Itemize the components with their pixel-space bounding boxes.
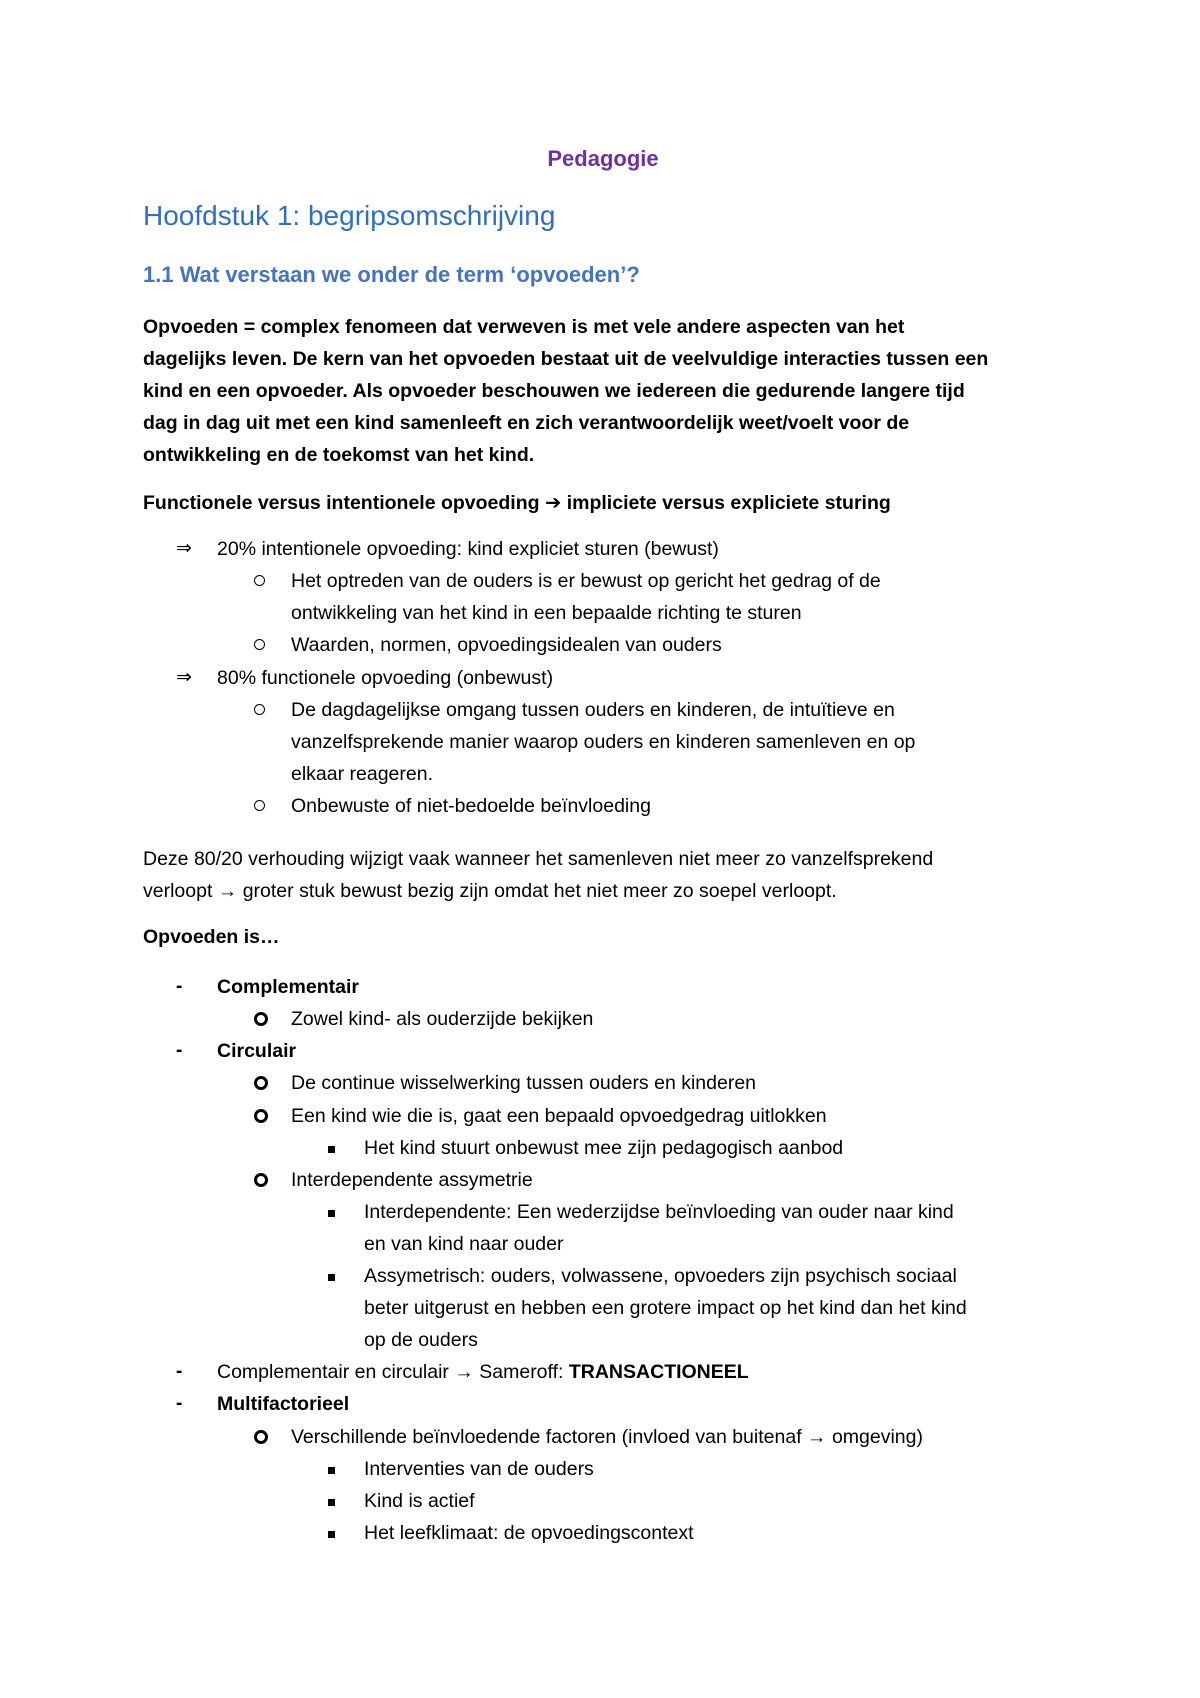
transactioneel-term: TRANSACTIONEEL	[568, 1361, 749, 1383]
list-item: Verschillende beïnvloedende factoren (invloed van buitenaf → omgeving)	[291, 1426, 923, 1448]
dash-bullet: -	[176, 1361, 183, 1382]
dash-bullet: -	[176, 1040, 183, 1061]
square-bullet-icon	[328, 1196, 335, 1228]
dash-bullet: -	[176, 976, 183, 997]
dash-bullet: -	[176, 1393, 183, 1414]
list-item	[217, 1356, 749, 1388]
ratio-line: Deze 80/20 verhouding wijzigt vaak wanneer het samenleven niet meer zo vanzelfsprekend	[143, 848, 934, 870]
double-arrow-icon: ⇒	[176, 667, 192, 688]
square-bullet-icon	[328, 1132, 335, 1164]
section-heading: 1.1 Wat verstaan we onder de term ‘opvoeden’?	[143, 262, 640, 287]
circle-bullet-icon	[254, 1100, 268, 1132]
circle-bullet-icon	[254, 694, 265, 726]
square-bullet-icon	[328, 1485, 335, 1517]
circle-bullet-icon	[254, 629, 265, 661]
opvoeden-is-heading: Opvoeden is…	[143, 926, 280, 948]
functional-heading: Functionele versus intentionele opvoeding ➔ impliciete versus expliciete sturing	[143, 492, 891, 514]
list-item: Een kind wie die is, gaat een bepaald opvoedgedrag uitlokken	[291, 1105, 827, 1127]
circle-bullet-icon	[254, 1164, 268, 1196]
list-item: Interdependente assymetrie	[291, 1169, 533, 1191]
list-item: Interventies van de ouders	[364, 1458, 594, 1480]
square-bullet-icon	[328, 1260, 335, 1292]
intro-line: kind en een opvoeder. Als opvoeder beschouwen we iedereen die gedurende langere tijd	[143, 380, 965, 402]
list-item: Kind is actief	[364, 1490, 475, 1512]
list-item: 20% intentionele opvoeding: kind expliciet sturen (bewust)	[217, 538, 719, 560]
circle-bullet-icon	[254, 1067, 268, 1099]
list-item-continuation: vanzelfsprekende manier waarop ouders en kinderen samenleven en op	[291, 731, 916, 753]
circle-bullet-icon	[254, 1421, 268, 1453]
list-item: Multifactorieel	[217, 1393, 350, 1415]
circle-bullet-icon	[254, 790, 265, 822]
list-item: Het kind stuurt onbewust mee zijn pedagogisch aanbod	[364, 1137, 844, 1159]
list-item: 80% functionele opvoeding (onbewust)	[217, 667, 554, 689]
intro-paragraph	[143, 311, 988, 471]
list-item: Onbewuste of niet-bedoelde beïnvloeding	[291, 795, 651, 817]
list-item-continuation: elkaar reageren.	[291, 763, 434, 785]
list-item-continuation: op de ouders	[364, 1329, 478, 1351]
list-item: De dagdagelijkse omgang tussen ouders en kinderen, de intuïtieve en	[291, 699, 895, 721]
intro-line: dagelijks leven. De kern van het opvoeden bestaat uit de veelvuldige interacties tussen een	[143, 348, 989, 370]
list-item: De continue wisselwerking tussen ouders en kinderen	[291, 1072, 757, 1094]
list-item: Complementair	[217, 976, 359, 998]
list-item: Het optreden van de ouders is er bewust op gericht het gedrag of de	[291, 570, 881, 592]
intro-line: Opvoeden = complex fenomeen dat verweven is met vele andere aspecten van het	[143, 316, 905, 338]
list-item: Het leefklimaat: de opvoedingscontext	[364, 1522, 694, 1544]
double-arrow-icon: ⇒	[176, 538, 192, 559]
square-bullet-icon	[328, 1453, 335, 1485]
ratio-line: verloopt → groter stuk bewust bezig zijn omdat het niet meer zo soepel verloopt.	[143, 880, 837, 902]
chapter-heading: Hoofdstuk 1: begripsomschrijving	[143, 200, 556, 231]
square-bullet-icon	[328, 1517, 335, 1549]
list-item: Waarden, normen, opvoedingsidealen van ouders	[291, 634, 722, 656]
list-item: Assymetrisch: ouders, volwassene, opvoeders zijn psychisch sociaal	[364, 1265, 957, 1287]
intro-line: ontwikkeling en de toekomst van het kind.	[143, 444, 535, 466]
list-item-continuation: ontwikkeling van het kind in een bepaalde richting te sturen	[291, 602, 802, 624]
list-item-continuation: en van kind naar ouder	[364, 1233, 564, 1255]
transactioneel-prefix: Complementair en circulair → Sameroff:	[217, 1361, 569, 1383]
circle-bullet-icon	[254, 565, 265, 597]
list-item-continuation: beter uitgerust en hebben een grotere impact op het kind dan het kind	[364, 1297, 967, 1319]
list-item: Interdependente: Een wederzijdse beïnvloeding van ouder naar kind	[364, 1201, 954, 1223]
list-item: Circulair	[217, 1040, 297, 1062]
document-title: Pedagogie	[547, 146, 659, 171]
circle-bullet-icon	[254, 1003, 268, 1035]
list-item: Zowel kind- als ouderzijde bekijken	[291, 1008, 594, 1030]
intro-line: dag in dag uit met een kind samenleeft en zich verantwoordelijk weet/voelt voor de	[143, 412, 910, 434]
